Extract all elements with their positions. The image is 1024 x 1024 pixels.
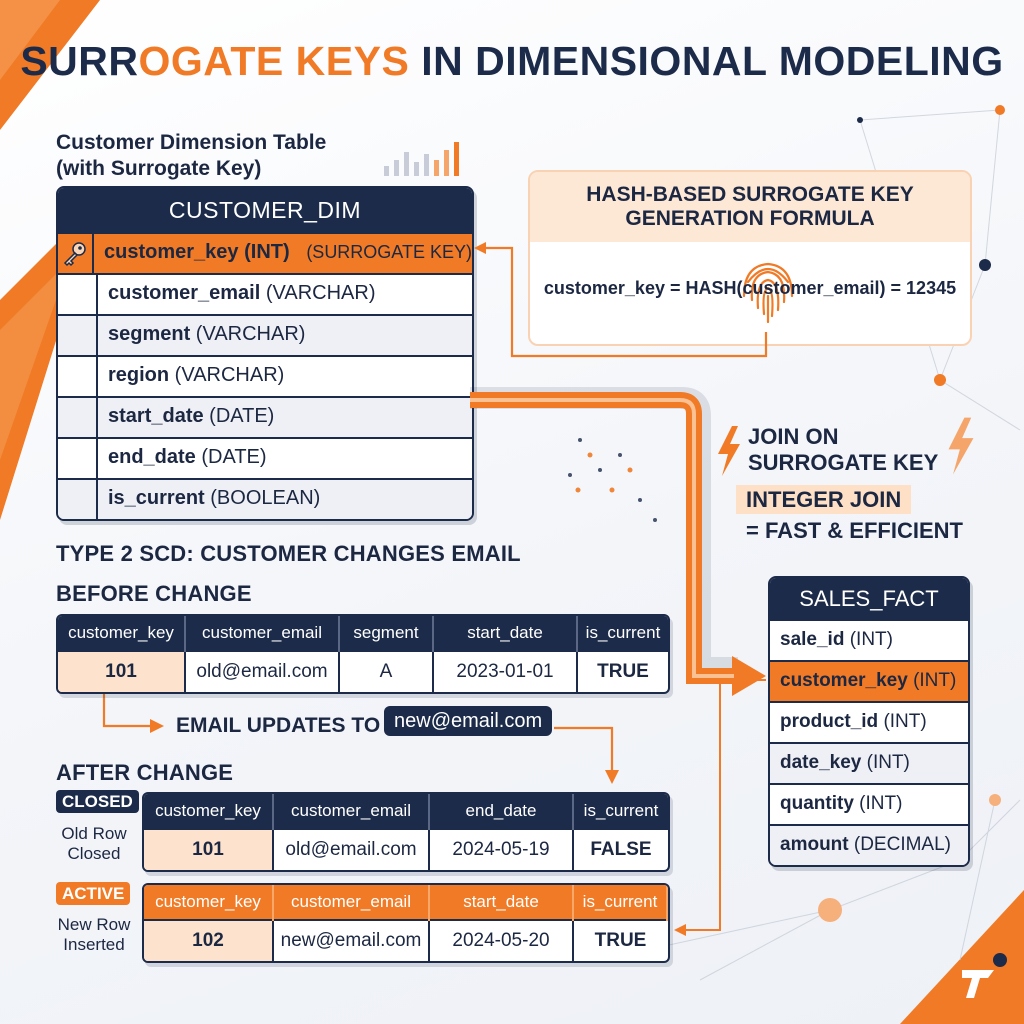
active-row-table: [142, 883, 670, 963]
field-type: (VARCHAR): [169, 364, 285, 386]
sales-fact-table: [768, 576, 970, 867]
table-cell: 101: [144, 829, 273, 870]
title-part1: SURR: [20, 38, 139, 84]
table-cell: new@email.com: [273, 920, 429, 961]
table-cell: 2023-01-01: [433, 651, 577, 692]
lightning-icon: [714, 424, 744, 478]
integer-join-text: INTEGER JOIN: [736, 485, 911, 514]
column-header: customer_key: [58, 616, 185, 651]
table-cell: old@email.com: [185, 651, 339, 692]
field-type: (VARCHAR): [260, 282, 376, 304]
table-row: [144, 829, 668, 870]
field-name: is_current: [108, 487, 205, 509]
join-line4: = FAST & EFFICIENT: [746, 518, 963, 543]
field-type: (DATE): [203, 405, 275, 427]
email-update-text: EMAIL UPDATES TO: [176, 714, 381, 737]
field-name: amount: [780, 834, 849, 855]
table-cell: A: [339, 651, 433, 692]
active-label-line2: Inserted: [63, 935, 125, 954]
new-email-pill: [384, 710, 552, 733]
field-type: (VARCHAR): [190, 323, 306, 345]
before-change-label: BEFORE CHANGE: [56, 581, 252, 606]
column-header: customer_key: [144, 885, 273, 920]
field-name: end_date: [108, 446, 196, 468]
table-row: [58, 651, 668, 692]
table-row: [144, 920, 667, 961]
active-label-line1: New Row: [57, 915, 131, 934]
active-badge-text: ACTIVE: [56, 882, 130, 905]
field-name: date_key: [780, 752, 862, 773]
column-header: is_current: [573, 885, 667, 920]
table-cell: 102: [144, 920, 273, 961]
column-header: start_date: [429, 885, 573, 920]
customer-dim-title: CUSTOMER_DIM: [58, 188, 472, 232]
field-type: (INT): [853, 793, 903, 814]
active-badge: [56, 884, 130, 904]
field-type: (INT): [844, 629, 893, 650]
hash-title-line2: GENERATION FORMULA: [625, 207, 875, 230]
column-header: is_current: [573, 794, 668, 829]
before-change-table: [56, 614, 670, 694]
fact-row: [770, 619, 968, 660]
active-row-label: [50, 915, 138, 955]
table-cell: TRUE: [573, 920, 667, 961]
table-cell: old@email.com: [273, 829, 429, 870]
field-type: (DATE): [195, 446, 267, 468]
customer-dim-heading-line1: Customer Dimension Table: [56, 131, 327, 154]
table-cell: TRUE: [577, 651, 668, 692]
closed-badge-text: CLOSED: [56, 790, 139, 813]
table-cell: 2024-05-20: [429, 920, 573, 961]
field-name: region: [108, 364, 170, 386]
closed-label-line1: Old Row: [61, 824, 127, 843]
column-header: customer_key: [144, 794, 273, 829]
closed-row-table: [142, 792, 670, 872]
field-name: start_date: [108, 405, 204, 427]
join-line2: SURROGATE KEY: [748, 450, 939, 475]
logo-icon: [958, 962, 998, 1002]
fact-row: [770, 742, 968, 783]
scd-heading: TYPE 2 SCD: CUSTOMER CHANGES EMAIL: [56, 541, 521, 566]
field-type: (INT): [878, 711, 927, 732]
title-part3: IN DIMENSIONAL MODELING: [409, 38, 1004, 84]
field-name: product_id: [780, 711, 879, 732]
field-name: customer_email: [108, 282, 261, 304]
field-type: (INT): [861, 752, 910, 773]
field-name: quantity: [780, 793, 854, 814]
field-name: segment: [108, 323, 191, 345]
fact-row: [770, 701, 968, 742]
closed-badge: [56, 792, 139, 812]
field-type: (INT): [238, 241, 290, 263]
field-type: (INT): [907, 670, 957, 691]
title-highlight: OGATE KEYS: [138, 38, 410, 84]
hash-title-line1: HASH-BASED SURROGATE KEY: [586, 183, 914, 206]
join-line1: JOIN ON: [748, 424, 839, 449]
column-header: customer_email: [273, 794, 429, 829]
column-header: customer_email: [273, 885, 429, 920]
table-cell: 101: [58, 651, 185, 692]
column-header: customer_email: [185, 616, 339, 651]
fact-row: [770, 824, 968, 865]
column-header: is_current: [577, 616, 668, 651]
field-type: (BOOLEAN): [204, 487, 321, 509]
closed-row-label: [50, 824, 138, 864]
new-email-value: new@email.com: [384, 706, 552, 736]
column-header: end_date: [429, 794, 573, 829]
field-type: (DECIMAL): [848, 834, 952, 855]
surrogate-key-note: (SURROGATE KEY): [306, 242, 472, 262]
join-callout: [748, 424, 938, 476]
table-cell: FALSE: [573, 829, 668, 870]
hash-formula: customer_key = HASH(customer_email) = 12345: [543, 278, 957, 298]
closed-label-line2: Closed: [67, 844, 121, 863]
field-name: customer_key: [780, 670, 908, 691]
column-header: segment: [339, 616, 433, 651]
column-header: start_date: [433, 616, 577, 651]
fact-row-customer-key: [770, 660, 968, 701]
table-cell: 2024-05-19: [429, 829, 573, 870]
field-name: sale_id: [780, 629, 845, 650]
customer-dim-heading-line2: (with Surrogate Key): [56, 157, 262, 180]
after-change-label: AFTER CHANGE: [56, 760, 234, 785]
sales-fact-title: SALES_FACT: [770, 578, 968, 619]
lightning-icon: [944, 414, 978, 478]
integer-join-highlight: [736, 487, 911, 513]
field-name: customer_key: [104, 241, 239, 263]
fact-row: [770, 783, 968, 824]
